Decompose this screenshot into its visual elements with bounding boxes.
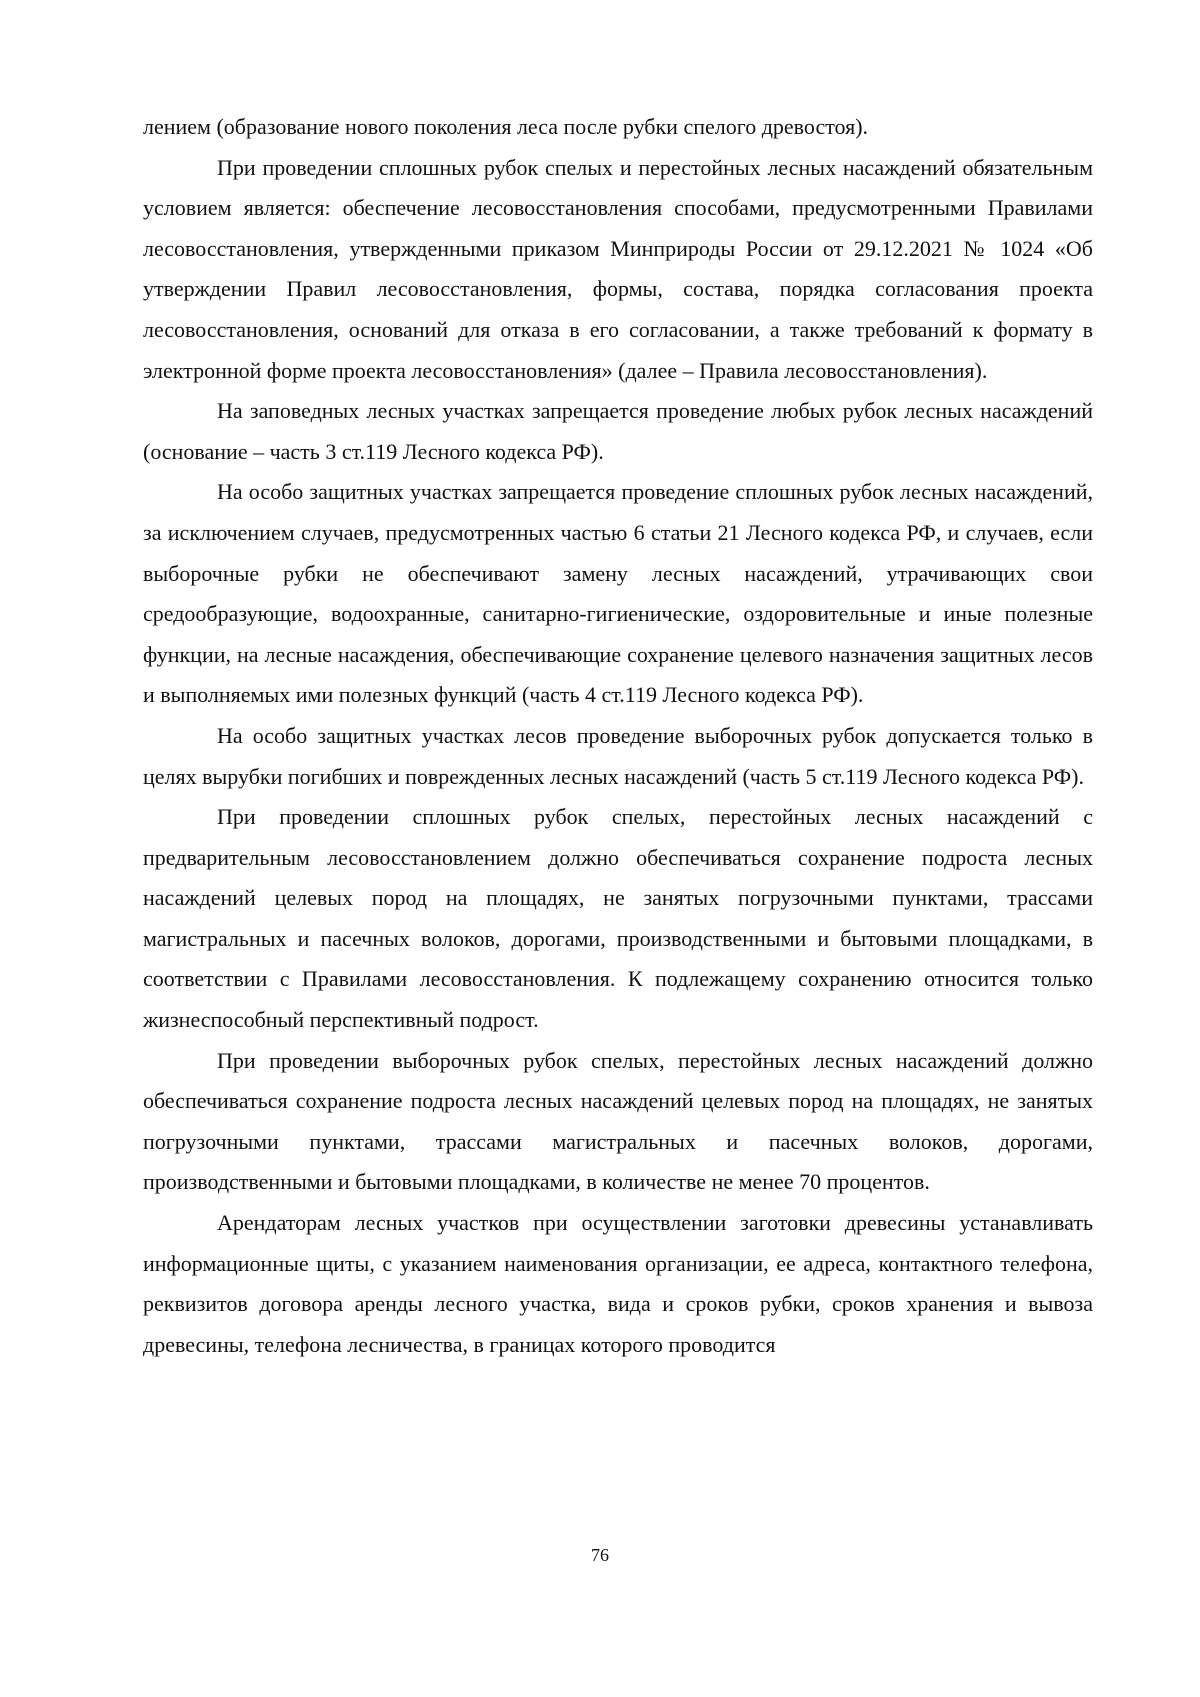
- paragraph-clear-cutting-undergrowth: При проведении сплошных рубок спелых, перестойных лесных насаждений с предварительным лесовосстановлением должно обеспечиваться сохранение подроста лесных насаждений целевых пород на площадях, не занятых погрузочными пунктами, трассами магистральных и пасечных волоков, дорогами, производственными и бытовыми площадками, в соответствии с Правилами лесовосстановления. К подлежащему сохранению относится только жизнеспособный перспективный подрост.: [143, 804, 1093, 1033]
- paragraph-selective-cutting-undergrowth: При проведении выборочных рубок спелых, перестойных лесных насаждений должно обеспечиваться сохранение подроста лесных насаждений целевых пород на площадях, не занятых погрузочными пунктами, трассами магистральных и пасечных волоков, дорогами, производственными и бытовыми площадками, в количестве не менее 70 процентов.: [143, 1047, 1093, 1195]
- paragraph-continuation: лением (образование нового поколения леса после рубки спелого древостоя).: [143, 114, 869, 139]
- page-number: 76: [591, 1545, 609, 1565]
- paragraph-selective-cutting-protective: На особо защитных участках лесов проведение выборочных рубок допускается только в целях вырубки погибших и поврежденных лесных насаждений (часть 5 ст.119 Лесного кодекса РФ).: [143, 722, 1093, 789]
- body-text: [143, 107, 1093, 1365]
- paragraph-special-protective-plots: На особо защитных участках запрещается проведение сплошных рубок лесных насаждений, за исключением случаев, предусмотренных частью 6 статьи 21 Лесного кодекса РФ, и случаев, если выборочные рубки не обеспечивают замену лесных насаждений, утрачивающих свои средообразующие, водоохранные, санитарно-гигиенические, оздоровительные и иные полезные функции, на лесные насаждения, обеспечивающие сохранение целевого назначения защитных лесов и выполняемых ими полезных функций (часть 4 ст.119 Лесного кодекса РФ).: [143, 479, 1093, 708]
- paragraph-info-boards: Арендаторам лесных участков при осуществлении заготовки древесины устанавливать информационные щиты, с указанием наименования организации, ее адреса, контактного телефона, реквизитов договора аренды лесного участка, вида и сроков рубки, сроков хранения и вывоза древесины, телефона лесничества, в границах которого проводится: [143, 1210, 1093, 1357]
- paragraph-clear-cutting-reforestation: При проведении сплошных рубок спелых и перестойных лесных насаждений обязательным условием является: обеспечение лесовосстановления способами, предусмотренными Правилами лесовосстановления, утвержденными приказом Минприроды России от 29.12.2021 № 1024 «Об утверждении Правил лесовосстановления, формы, состава, порядка согласования проекта лесовосстановления, оснований для отказа в его согласовании, а также требований к формату в электронной форме проекта лесовосстановления» (далее – Правила лесовосстановления).: [143, 154, 1093, 383]
- paragraph-reserved-plots: На заповедных лесных участках запрещается проведение любых рубок лесных насаждений (основание – часть 3 ст.119 Лесного кодекса РФ).: [143, 398, 1093, 464]
